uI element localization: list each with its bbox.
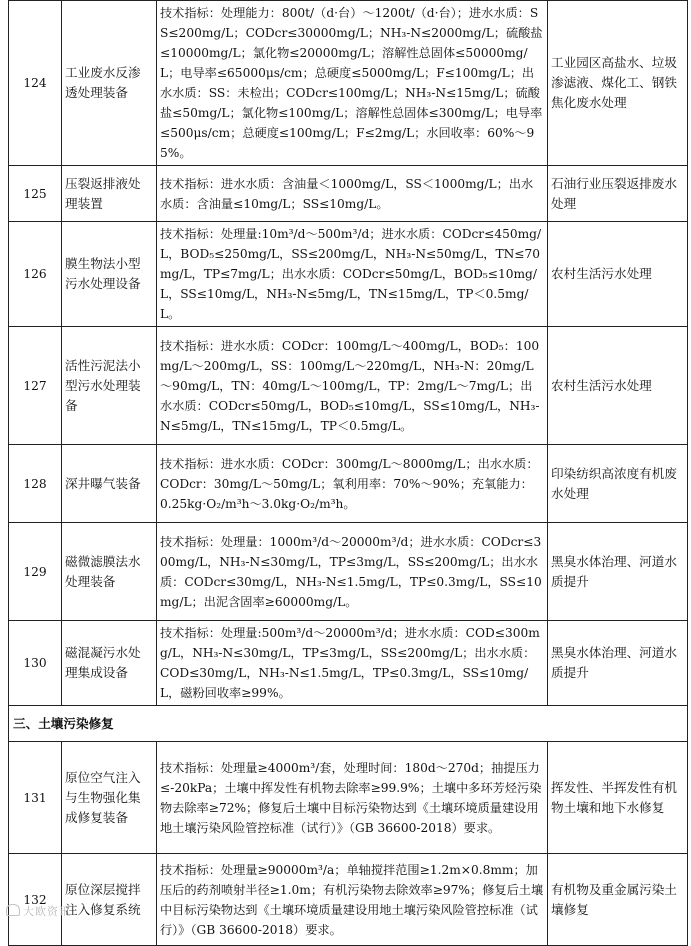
equipment-name: 原位深层搅拌注入修复系统	[62, 854, 157, 946]
technical-specs: 技术指标：进水水质：CODcr：100mg/L～400mg/L，BOD₅：100mg/L～200mg/L，SS：100mg/L～220mg/L，NH₃-N：20mg/L～90mg/L，TN：40mg/L～100mg/L，TP：2mg/L～7mg/L；出水水质：CODcr≤50mg/L，BOD₅≤10mg/L，SS≤10mg/L，NH₃-N≤5mg/L，TN≤15mg/L，TP＜0.5mg/L。	[157, 327, 548, 445]
row-number: 126	[9, 222, 62, 327]
row-number: 129	[9, 523, 62, 621]
application-field: 挥发性、半挥发性有机物土壤和地下水修复	[548, 742, 688, 854]
table-row	[9, 742, 688, 854]
application-field: 黑臭水体治理、河道水质提升	[548, 621, 688, 706]
table-row	[9, 327, 688, 445]
watermark-text: 大欧资讯	[23, 905, 71, 918]
application-field: 农村生活污水处理	[548, 327, 688, 445]
table-row	[9, 445, 688, 523]
technical-specs: 技术指标：处理量:10m³/d～500m³/d；进水水质：CODcr≤450mg/L，BOD₅≤250mg/L，SS≤200mg/L，NH₃-N≤50mg/L，TN≤70mg/L，TP≤7mg/L；出水水质：CODcr≤50mg/L，BOD₅≤10mg/L，SS≤10mg/L，NH₃-N≤5mg/L，TN≤15mg/L，TP＜0.5mg/L。	[157, 222, 548, 327]
equipment-name: 磁混凝污水处理集成设备	[62, 621, 157, 706]
row-number: 128	[9, 445, 62, 523]
row-number: 125	[9, 166, 62, 222]
technical-specs: 技术指标：进水水质：CODcr：300mg/L～8000mg/L；出水水质：CODcr：30mg/L～50mg/L；氧利用率：70%～90%；充氧能力：0.25kg·O₂/m³h～3.0kg·O₂/m³h。	[157, 445, 548, 523]
technical-specs: 技术指标：处理量:500m³/d～20000m³/d；进水水质：COD≤300mg/L，NH₃-N≤30mg/L，TP≤3mg/L，SS≤200mg/L；出水水质：COD≤30mg/L，NH₃-N≤1.5mg/L，TP≤0.3mg/L，SS≤10mg/L，磁粉回收率≥99%。	[157, 621, 548, 706]
equipment-name: 膜生物法小型污水处理设备	[62, 222, 157, 327]
technical-specs: 技术指标：处理量≥4000m³/套，处理时间：180d～270d；抽提压力≤-20kPa；土壤中挥发性有机物去除率≥99.9%；土壤中多环芳烃污染物去除率≥72%；修复后土壤中目标污染物达到《土壤环境质量建设用地土壤污染风险管控标准（试行）》（GB 36600-2018）要求。	[157, 742, 548, 854]
application-field: 石油行业压裂返排废水处理	[548, 166, 688, 222]
table-row	[9, 854, 688, 946]
equipment-name: 原位空气注入与生物强化集成修复装备	[62, 742, 157, 854]
equipment-name: 工业废水反渗透处理装备	[62, 1, 157, 166]
application-field: 黑臭水体治理、河道水质提升	[548, 523, 688, 621]
technical-specs: 技术指标：处理能力：800t/（d·台）～1200t/（d·台）；进水水质：SS≤200mg/L；CODcr≤30000mg/L；NH₃-N≤2000mg/L；硫酸盐≤10000mg/L；氯化物≤20000mg/L；溶解性总固体≤50000mg/L；电导率≤65000μs/cm；总硬度≤5000mg/L；F≤100mg/L；出水水质：SS：未检出；CODcr≤100mg/L；NH₃-N≤15mg/L；硫酸盐≤50mg/L；氯化物≤100mg/L；溶解性总固体≤300mg/L；电导率≤500μs/cm；总硬度≤100mg/L；F≤2mg/L；水回收率：60%～95%。	[157, 1, 548, 166]
table-row	[9, 1, 688, 166]
application-field: 印染纺织高浓度有机废水处理	[548, 445, 688, 523]
row-number: 127	[9, 327, 62, 445]
equipment-name: 活性污泥法小型污水处理装备	[62, 327, 157, 445]
row-number: 124	[9, 1, 62, 166]
row-number: 132	[9, 854, 62, 946]
watermark-logo-icon	[6, 904, 20, 916]
table-row	[9, 166, 688, 222]
row-number: 130	[9, 621, 62, 706]
technical-specs: 技术指标：进水水质：含油量＜1000mg/L，SS＜1000mg/L；出水水质：含油量≤10mg/L；SS≤10mg/L。	[157, 166, 548, 222]
equipment-name: 磁微滤膜法水处理装备	[62, 523, 157, 621]
table-row	[9, 523, 688, 621]
application-field: 农村生活污水处理	[548, 222, 688, 327]
table-row	[9, 222, 688, 327]
equipment-table	[8, 0, 688, 946]
technical-specs: 技术指标：处理量：1000m³/d～20000m³/d；进水水质：CODcr≤300mg/L，NH₃-N≤30mg/L，TP≤3mg/L，SS≤200mg/L；出水水质：CODcr≤30mg/L，NH₃-N≤1.5mg/L，TP≤0.3mg/L，SS≤10mg/L；出泥含固率≥60000mg/L。	[157, 523, 548, 621]
technical-specs: 技术指标：处理量≥90000m³/a；单轴搅拌范围≥1.2m×0.8mm；加压后的药剂喷射半径≥1.0m；有机污染物去除效率≥97%；修复后土壤中目标污染物达到《土壤环境质量建设用地土壤污染风险管控标准（试行）》（GB 36600-2018）要求。	[157, 854, 548, 946]
equipment-name: 深井曝气装备	[62, 445, 157, 523]
row-number: 131	[9, 742, 62, 854]
application-field: 工业园区高盐水、垃圾渗滤液、煤化工、钢铁焦化废水处理	[548, 1, 688, 166]
application-field: 有机物及重金属污染土壤修复	[548, 854, 688, 946]
table-row	[9, 621, 688, 706]
watermark	[6, 903, 71, 919]
section-heading: 三、土壤污染修复	[9, 706, 688, 742]
section-row	[9, 706, 688, 742]
equipment-name: 压裂返排液处理装置	[62, 166, 157, 222]
